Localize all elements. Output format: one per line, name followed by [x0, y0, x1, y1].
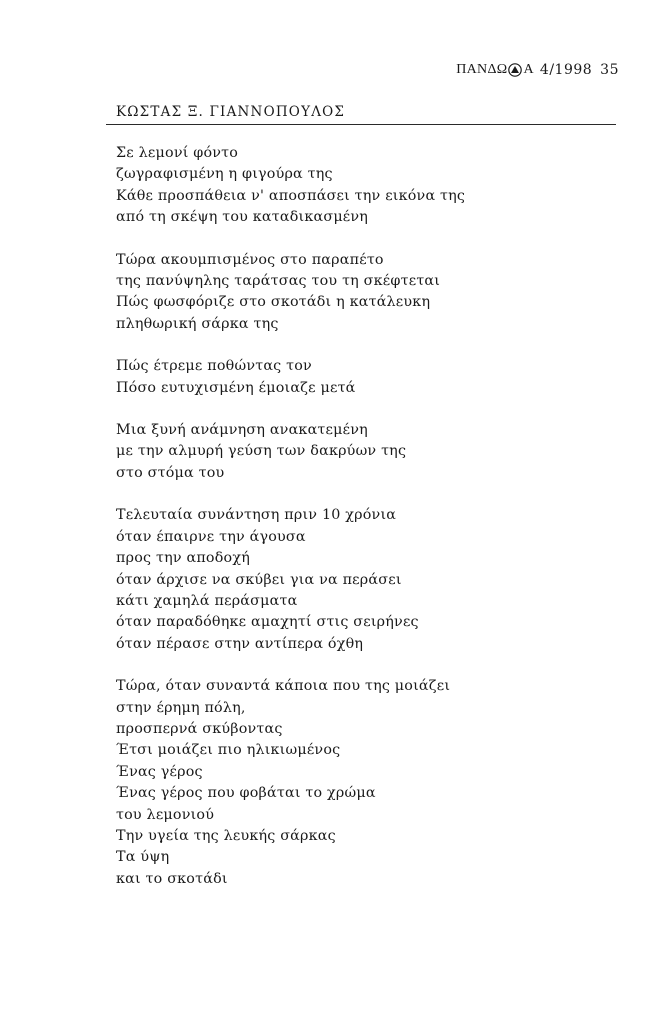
poem-line: όταν έπαιρνε την άγουσα: [116, 528, 306, 545]
poem-line: όταν πέρασε στην αντίπερα όχθη: [116, 635, 364, 652]
journal-title-prefix: ΠΑΝΔΩ: [456, 62, 508, 77]
stanza: [116, 250, 596, 336]
poem-line: Πώς έτρεμε ποθώντας τον: [116, 358, 312, 375]
stanza: [116, 356, 596, 399]
poem-line: στην έρημη πόλη,: [116, 699, 246, 716]
poem-line: Σε λεμονί φόντο: [116, 145, 239, 161]
pandora-logo-icon: [508, 63, 522, 77]
poem-line: ζωγραφισμένη η φιγούρα της: [116, 166, 333, 183]
poem-line: από τη σκέψη του καταδικασμένη: [116, 209, 369, 226]
poem-line: κάτι χαμηλά περάσματα: [116, 592, 298, 609]
poem-line: Ένας γέρος: [116, 763, 203, 780]
poem-line: Ένας γέρος που φοβάται το χρώμα: [116, 785, 376, 802]
poem-line: πληθωρική σάρκα της: [116, 315, 279, 332]
poem-line: προσπερνά σκύβοντας: [116, 720, 283, 737]
poem-line: και το σκοτάδι: [116, 870, 228, 887]
poem-line: Μια ξυνή ανάμνηση ανακατεμένη: [116, 422, 368, 439]
poem-line: όταν άρχισε να σκύβει για να περάσει: [116, 571, 402, 588]
journal-title: [456, 62, 534, 78]
stanza: [116, 676, 596, 890]
running-head: [456, 62, 619, 78]
poem-line: Τελευταία συνάντηση πριν 10 χρόνια: [116, 507, 397, 524]
stanza: [116, 420, 596, 484]
stanza: [116, 143, 596, 229]
poem-line: Την υγεία της λευκής σάρκας: [116, 827, 336, 844]
poem-line: Έτσι μοιάζει πιο ηλικιωμένος: [116, 742, 341, 759]
poem-line: προς την αποδοχή: [116, 550, 250, 567]
author-name: ΚΩΣΤΑΣ Ξ. ΓΙΑΝΝΟΠΟΥΛΟΣ: [116, 104, 346, 120]
poem-line: με την αλμυρή γεύση των δακρύων της: [116, 443, 407, 460]
header-rule: [106, 124, 616, 125]
poem-line: Πόσο ευτυχισμένη έμοιαζε μετά: [116, 379, 356, 396]
page-number: 35: [600, 62, 619, 78]
poem-line: της πανύψηλης ταράτσας του τη σκέφτεται: [116, 273, 441, 290]
poem-line: όταν παραδόθηκε αμαχητί στις σειρήνες: [116, 614, 419, 631]
poem-line: Τώρα, όταν συναντά κάποια που της μοιάζει: [116, 678, 451, 695]
poem-body: [116, 143, 596, 911]
poem-line: Τώρα ακουμπισμένος στο παραπέτο: [116, 251, 384, 268]
poem-line: Πώς φωσφόριζε στο σκοτάδι η κατάλευκη: [116, 294, 431, 311]
poem-line: Τα ύψη: [116, 849, 170, 866]
journal-title-suffix: Α: [523, 62, 534, 77]
issue-number: 4/1998: [539, 62, 593, 78]
poem-line: του λεμονιού: [116, 806, 215, 823]
poem-line: στο στόμα του: [116, 464, 225, 481]
stanza: [116, 505, 596, 655]
poem-line: Κάθε προσπάθεια ν' αποσπάσει την εικόνα της: [116, 187, 466, 204]
